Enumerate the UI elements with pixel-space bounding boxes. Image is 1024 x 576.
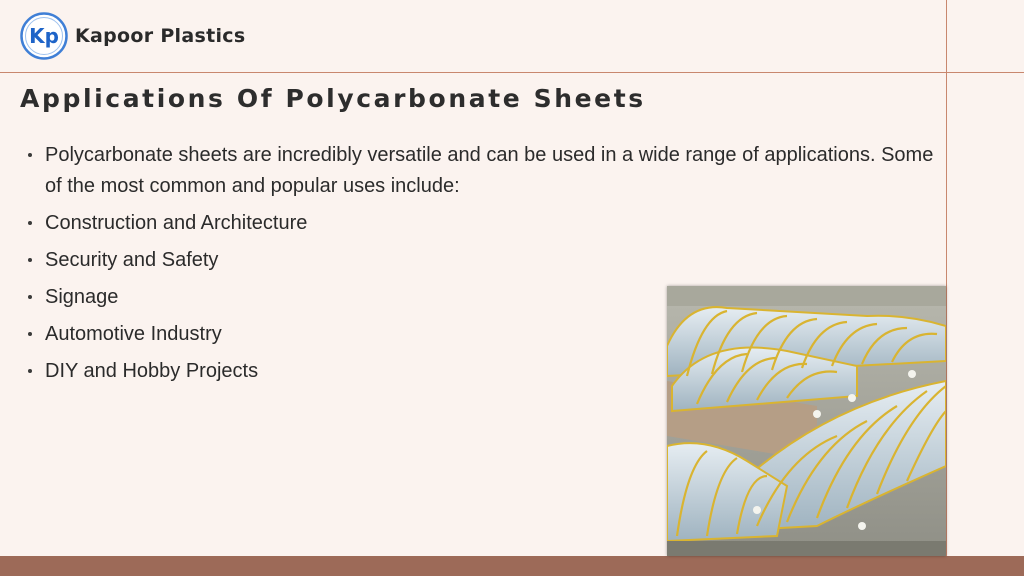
bullet-dot-icon xyxy=(28,258,32,262)
bullet-dot-icon xyxy=(28,153,32,157)
kp-logo-icon xyxy=(20,12,68,60)
list-item: Construction and Architecture xyxy=(24,208,944,239)
bullet-dot-icon xyxy=(28,221,32,225)
list-item: DIY and Hobby Projects xyxy=(24,356,944,387)
brand-logo xyxy=(20,10,245,62)
bullet-dot-icon xyxy=(28,332,32,336)
list-item: Polycarbonate sheets are incredibly versatile and can be used in a wide range of applications. Some of the most common and popular uses include: xyxy=(24,140,944,202)
page-title: Applications Of Polycarbonate Sheets xyxy=(20,84,646,113)
logo-mark-text: Kp xyxy=(29,24,59,48)
header-rule xyxy=(0,72,1024,73)
bullet-dot-icon xyxy=(28,369,32,373)
footer-bar xyxy=(0,556,1024,576)
list-item: Signage xyxy=(24,282,944,313)
polycarbonate-skylight-photo xyxy=(667,286,946,556)
list-item: Automotive Industry xyxy=(24,319,944,350)
brand-name: Kapoor Plastics xyxy=(75,25,246,47)
vertical-rule xyxy=(946,0,947,556)
list-item: Security and Safety xyxy=(24,245,944,276)
bullet-dot-icon xyxy=(28,295,32,299)
